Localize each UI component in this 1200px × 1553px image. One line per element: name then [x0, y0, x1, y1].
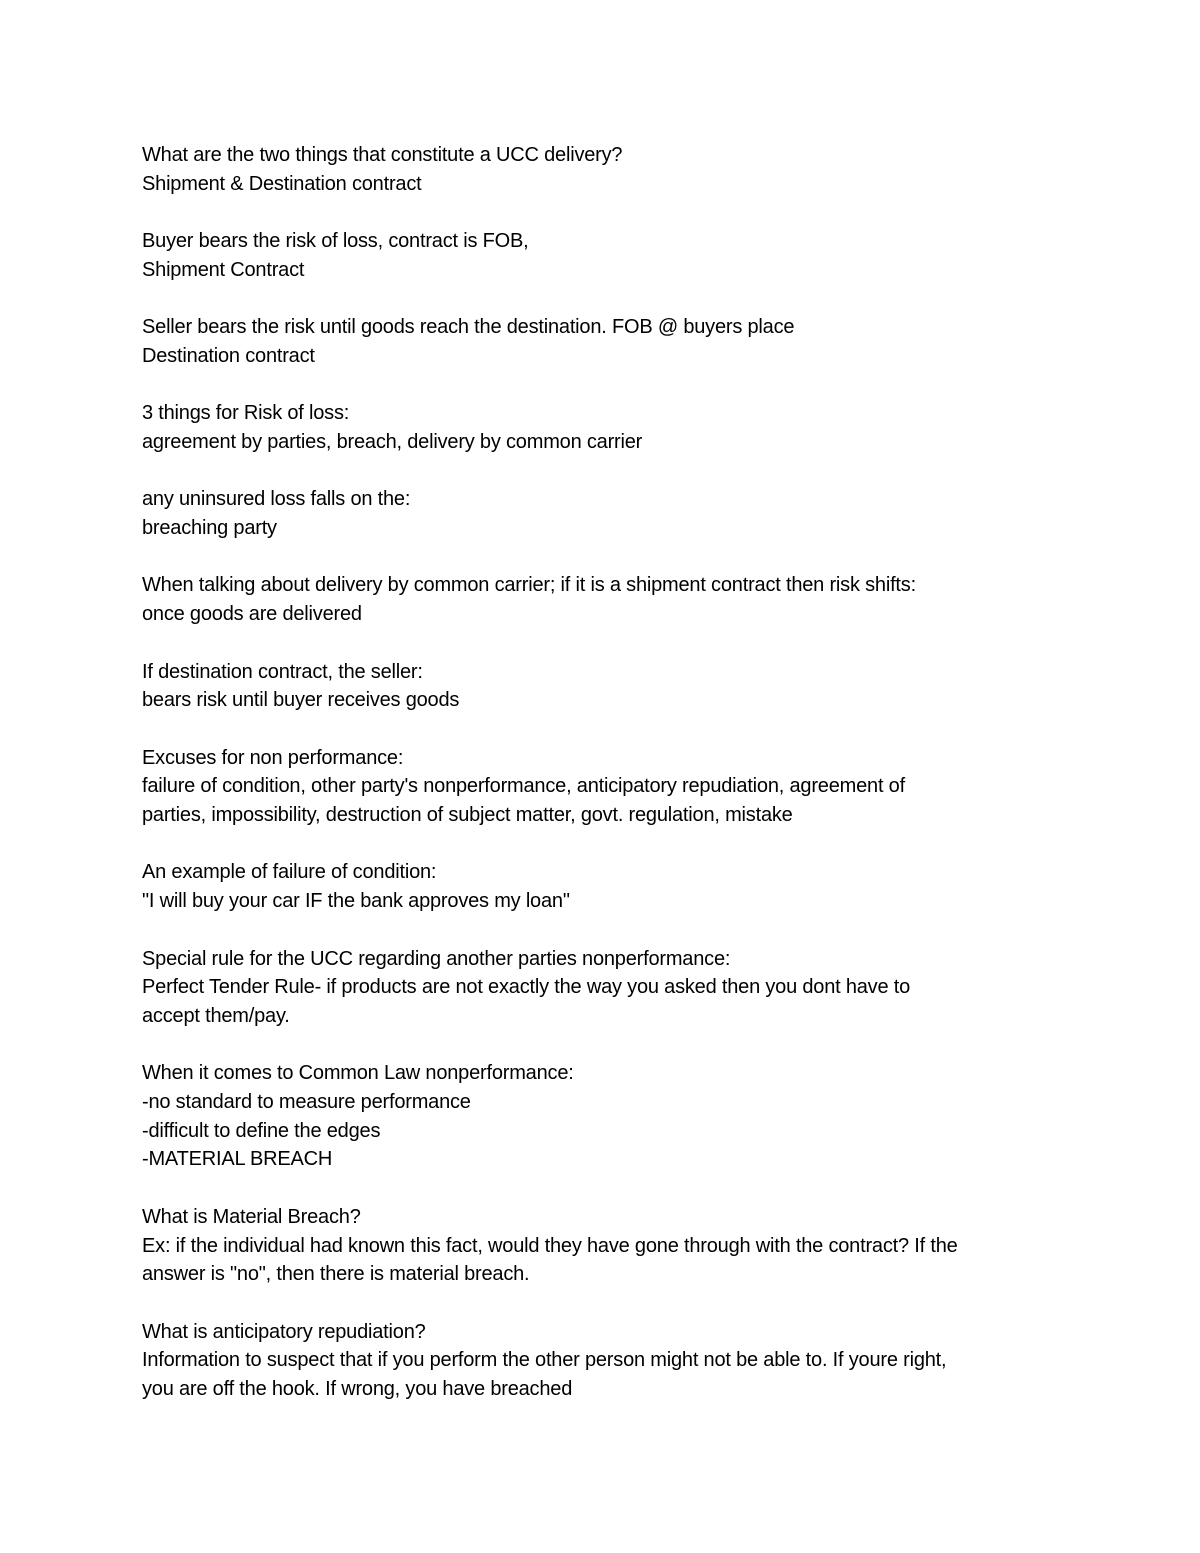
answer-text: Ex: if the individual had known this fact, would they have gone through with the contract? If the — [142, 1234, 958, 1257]
question-text: Excuses for non performance: — [142, 746, 404, 769]
answer-text: parties, impossibility, destruction of subject matter, govt. regulation, mistake — [142, 804, 793, 827]
question-text: An example of failure of condition: — [142, 861, 437, 884]
answer-text: -difficult to define the edges — [142, 1119, 381, 1142]
qa-block-5 — [142, 485, 1072, 542]
qa-block-10 — [142, 945, 1072, 1031]
question-text: When it comes to Common Law nonperformance: — [142, 1062, 574, 1085]
answer-text: breaching party — [142, 517, 277, 540]
answer-text: "I will buy your car IF the bank approves my loan" — [142, 890, 570, 913]
qa-block-1 — [142, 141, 1072, 198]
question-text: When talking about delivery by common carrier; if it is a shipment contract then risk shifts: — [142, 574, 916, 597]
qa-block-2 — [142, 227, 1072, 284]
answer-text: once goods are delivered — [142, 603, 362, 626]
question-text: What are the two things that constitute a UCC delivery? — [142, 144, 623, 166]
qa-block-7 — [142, 658, 1072, 715]
qa-block-8 — [142, 744, 1072, 830]
question-text: Special rule for the UCC regarding another parties nonperformance: — [142, 947, 731, 970]
answer-text: -MATERIAL BREACH — [142, 1148, 333, 1171]
answer-text: accept them/pay. — [142, 1004, 290, 1027]
answer-text: -no standard to measure performance — [142, 1091, 471, 1114]
answer-text: bears risk until buyer receives goods — [142, 689, 460, 712]
answer-text: Shipment & Destination contract — [142, 172, 422, 195]
qa-block-9 — [142, 858, 1072, 915]
qa-block-4 — [142, 399, 1072, 456]
answer-text: failure of condition, other party's nonperformance, anticipatory repudiation, agreement of — [142, 775, 905, 798]
question-text: any uninsured loss falls on the: — [142, 488, 411, 511]
question-text: Buyer bears the risk of loss, contract is FOB, — [142, 230, 529, 253]
qa-block-6 — [142, 571, 1072, 628]
question-text: If destination contract, the seller: — [142, 660, 423, 683]
answer-text: Destination contract — [142, 344, 315, 367]
question-text: 3 things for Risk of loss: — [142, 402, 350, 425]
document-body — [142, 141, 1072, 1432]
qa-block-3 — [142, 313, 1072, 370]
answer-text: answer is "no", then there is material breach. — [142, 1263, 530, 1286]
question-text: What is anticipatory repudiation? — [142, 1320, 426, 1343]
answer-text: Perfect Tender Rule- if products are not exactly the way you asked then you dont have to — [142, 976, 911, 999]
answer-text: Information to suspect that if you perform the other person might not be able to. If youre right, — [142, 1349, 947, 1372]
qa-block-13 — [142, 1318, 1072, 1404]
qa-block-11 — [142, 1059, 1072, 1174]
qa-block-12 — [142, 1203, 1072, 1289]
question-text: Seller bears the risk until goods reach the destination. FOB @ buyers place — [142, 316, 795, 339]
answer-text: agreement by parties, breach, delivery by common carrier — [142, 430, 643, 453]
answer-text: Shipment Contract — [142, 258, 305, 281]
question-text: What is Material Breach? — [142, 1205, 361, 1228]
answer-text: you are off the hook. If wrong, you have breached — [142, 1378, 573, 1401]
